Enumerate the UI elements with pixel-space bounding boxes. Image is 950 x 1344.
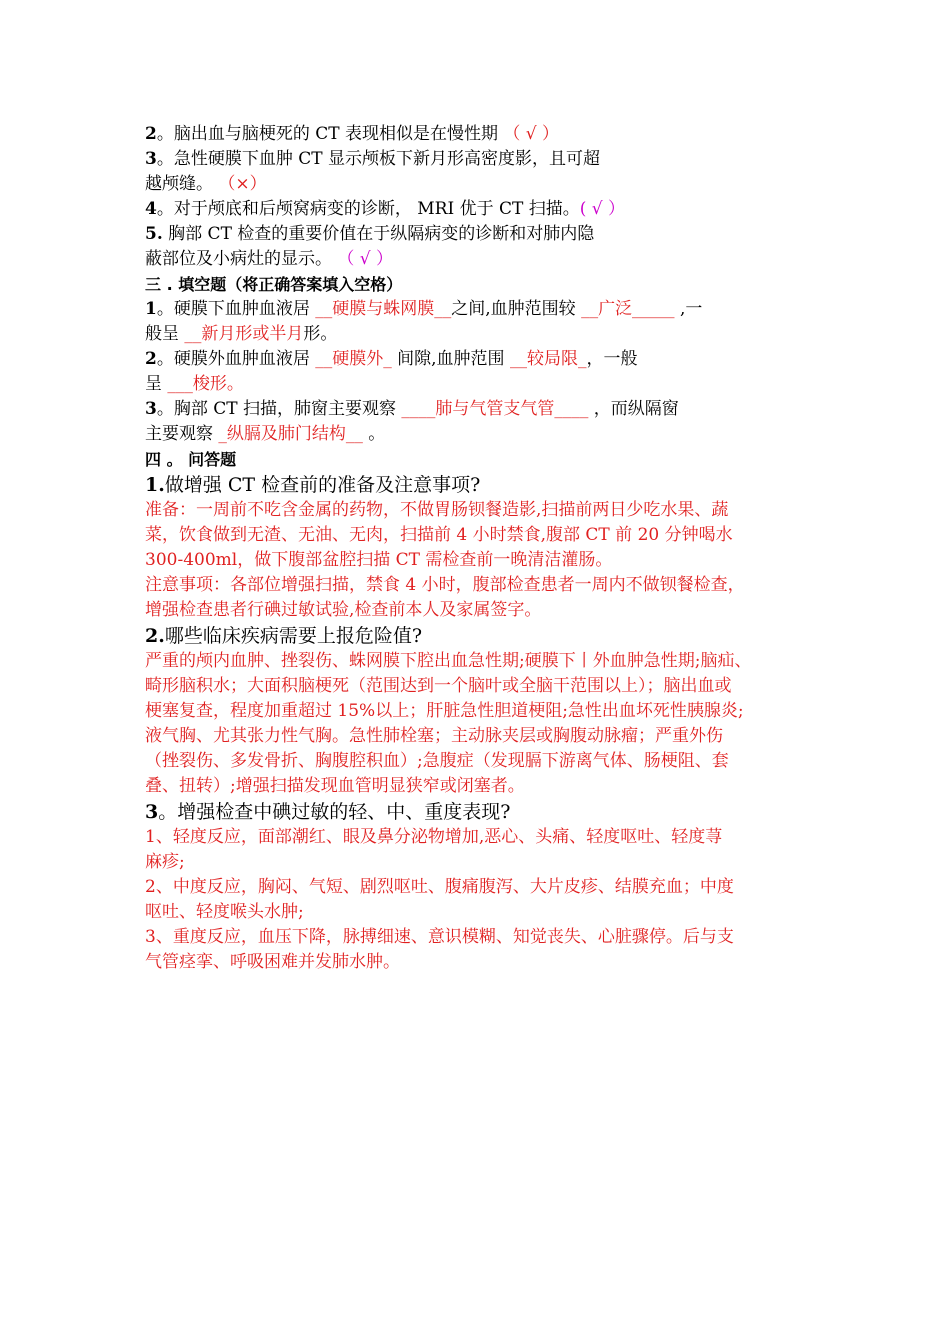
answer-line: 呕吐、轻度喉头水肿; — [145, 902, 304, 922]
question-number: 3 — [145, 399, 157, 419]
answer-line: 畸形脑积水；大面积脑梗死（范围达到一个脑叶或全脑干范围以上）；脑出血或 — [145, 676, 732, 696]
fill-question-1-cont — [145, 322, 825, 347]
answer-mark: （ √ ） — [337, 249, 394, 269]
question-text: 形。 — [303, 324, 338, 344]
question-text: 主要观察 — [145, 424, 219, 444]
answer-line: 菜，饮食做到无渣、无油、无肉，扫描前 4 小时禁食,腹部 CT 前 20 分钟喝水 — [145, 525, 733, 545]
question-text: 。 — [362, 424, 386, 444]
judge-question-3-cont — [145, 172, 825, 197]
document-page — [145, 122, 825, 975]
section-heading-essay: 四 。 问答题 — [145, 450, 237, 469]
fill-question-2-cont — [145, 372, 825, 397]
question-text: 胸部 CT 检查的重要价值在于纵隔病变的诊断和对肺内隐 — [162, 224, 595, 244]
question-text: 。对于颅底和后颅窝病变的诊断， MRI 优于 CT 扫描。 — [156, 199, 580, 219]
essay-answer-2 — [145, 649, 825, 799]
question-text: 。急性硬膜下血肿 CT 显示颅板下新月形高密度影，且可超 — [156, 149, 600, 169]
question-number: 3 — [145, 801, 159, 823]
answer-line: 准备：一周前不吃含金属的药物，不做胃肠钡餐造影,扫描前两日少吃水果、蔬 — [145, 500, 729, 520]
question-text: 间隙,血肿范围 — [391, 349, 510, 369]
question-text: ,一 — [674, 299, 703, 319]
answer-line: 叠、扭转）;增强扫描发现血管明显狭窄或闭塞者。 — [145, 776, 525, 796]
section-heading-fill: 三 . 填空题（将正确答案填入空格） — [145, 275, 403, 294]
answer-blank: _纵膈及肺门结构__ — [218, 424, 363, 444]
question-number: 1 — [145, 299, 157, 319]
question-text: 越颅缝。 — [145, 174, 219, 194]
question-text: ，而纵隔窗 — [588, 399, 679, 419]
answer-mark: （ √ ） — [503, 124, 560, 144]
question-title: 哪些临床疾病需要上报危险值? — [164, 625, 423, 647]
fill-question-3-cont — [145, 422, 825, 447]
question-number: 1. — [145, 474, 165, 496]
judge-question-5-cont — [145, 247, 825, 272]
essay-question-1-title — [145, 472, 825, 498]
judge-question-3 — [145, 147, 825, 172]
answer-line: 300-400ml，做下腹部盆腔扫描 CT 需检查前一晚清洁灌肠。 — [145, 550, 613, 570]
question-text: 之间,血肿范围较 — [451, 299, 582, 319]
question-number: 5. — [145, 224, 163, 244]
fill-question-3 — [145, 397, 825, 422]
question-text: 蔽部位及小病灶的显示。 — [145, 249, 338, 269]
judge-question-2 — [145, 122, 825, 147]
judge-question-5 — [145, 222, 825, 247]
question-text: 般呈 — [145, 324, 185, 344]
question-text: 呈 — [145, 374, 168, 394]
answer-mark: （×） — [218, 174, 267, 194]
question-text: 。硬膜外血肿血液居 — [156, 349, 316, 369]
answer-line: 注意事项：各部位增强扫描，禁食 4 小时，腹部检查患者一周内不做钡餐检查， — [145, 575, 745, 595]
answer-blank: __硬膜与蛛网膜__ — [315, 299, 452, 319]
answer-blank: __硬膜外_ — [315, 349, 392, 369]
fill-question-1 — [145, 297, 825, 322]
answer-line: 3、重度反应，血压下降，脉搏细速、意识模糊、知觉丧失、心脏骤停。后与支 — [145, 927, 734, 947]
answer-blank: __较局限_ — [509, 349, 587, 369]
answer-line: 液气胸、尤其张力性气胸。急性肺栓塞；主动脉夹层或胸腹动脉瘤；严重外伤 — [145, 726, 723, 746]
answer-blank: __新月形或半月 — [184, 324, 304, 344]
answer-line: 梗塞复查，程度加重超过 15%以上；肝脏急性胆道梗阻;急性出血坏死性胰腺炎; — [145, 701, 744, 721]
essay-question-3-title — [145, 799, 825, 825]
answer-line: 增强检查患者行碘过敏试验,检查前本人及家属签字。 — [145, 600, 542, 620]
question-number: 2 — [145, 124, 157, 144]
answer-line: 1、轻度反应，面部潮红、眼及鼻分泌物增加,恶心、头痛、轻度呕吐、轻度荨 — [145, 827, 723, 847]
answer-line: 2、中度反应，胸闷、气短、剧烈呕吐、腹痛腹泻、大片皮疹、结膜充血；中度 — [145, 877, 734, 897]
essay-answer-1 — [145, 498, 825, 623]
question-text: ，一般 — [586, 349, 638, 369]
fill-question-2 — [145, 347, 825, 372]
essay-answer-3 — [145, 825, 825, 975]
question-text: 。硬膜下血肿血液居 — [156, 299, 316, 319]
question-text: 。脑出血与脑梗死的 CT 表现相似是在慢性期 — [156, 124, 504, 144]
question-number: 2 — [145, 349, 157, 369]
answer-line: （挫裂伤、多发骨折、胸腹腔积血）;急腹症（发现膈下游离气体、肠梗阻、套 — [145, 751, 729, 771]
answer-line: 严重的颅内血肿、挫裂伤、蛛网膜下腔出血急性期;硬膜下丨外血肿急性期;脑疝、 — [145, 651, 752, 671]
answer-line: 麻疹; — [145, 852, 185, 872]
answer-mark: ( √ ） — [579, 199, 626, 219]
judge-question-4 — [145, 197, 825, 222]
question-number: 4 — [145, 199, 157, 219]
essay-question-2-title — [145, 623, 825, 649]
question-number: 3 — [145, 149, 157, 169]
answer-blank: ____肺与气管支气管____ — [401, 399, 589, 419]
answer-blank: ___梭形。 — [167, 374, 244, 394]
question-text: 。胸部 CT 扫描，肺窗主要观察 — [156, 399, 402, 419]
question-number: 2. — [145, 625, 165, 647]
question-title: 。增强检查中碘过敏的轻、中、重度表现? — [158, 801, 511, 823]
question-title: 做增强 CT 检查前的准备及注意事项? — [164, 474, 481, 496]
answer-blank: __广泛_____ — [581, 299, 675, 319]
answer-line: 气管痉挛、呼吸困难并发肺水肿。 — [145, 952, 400, 972]
